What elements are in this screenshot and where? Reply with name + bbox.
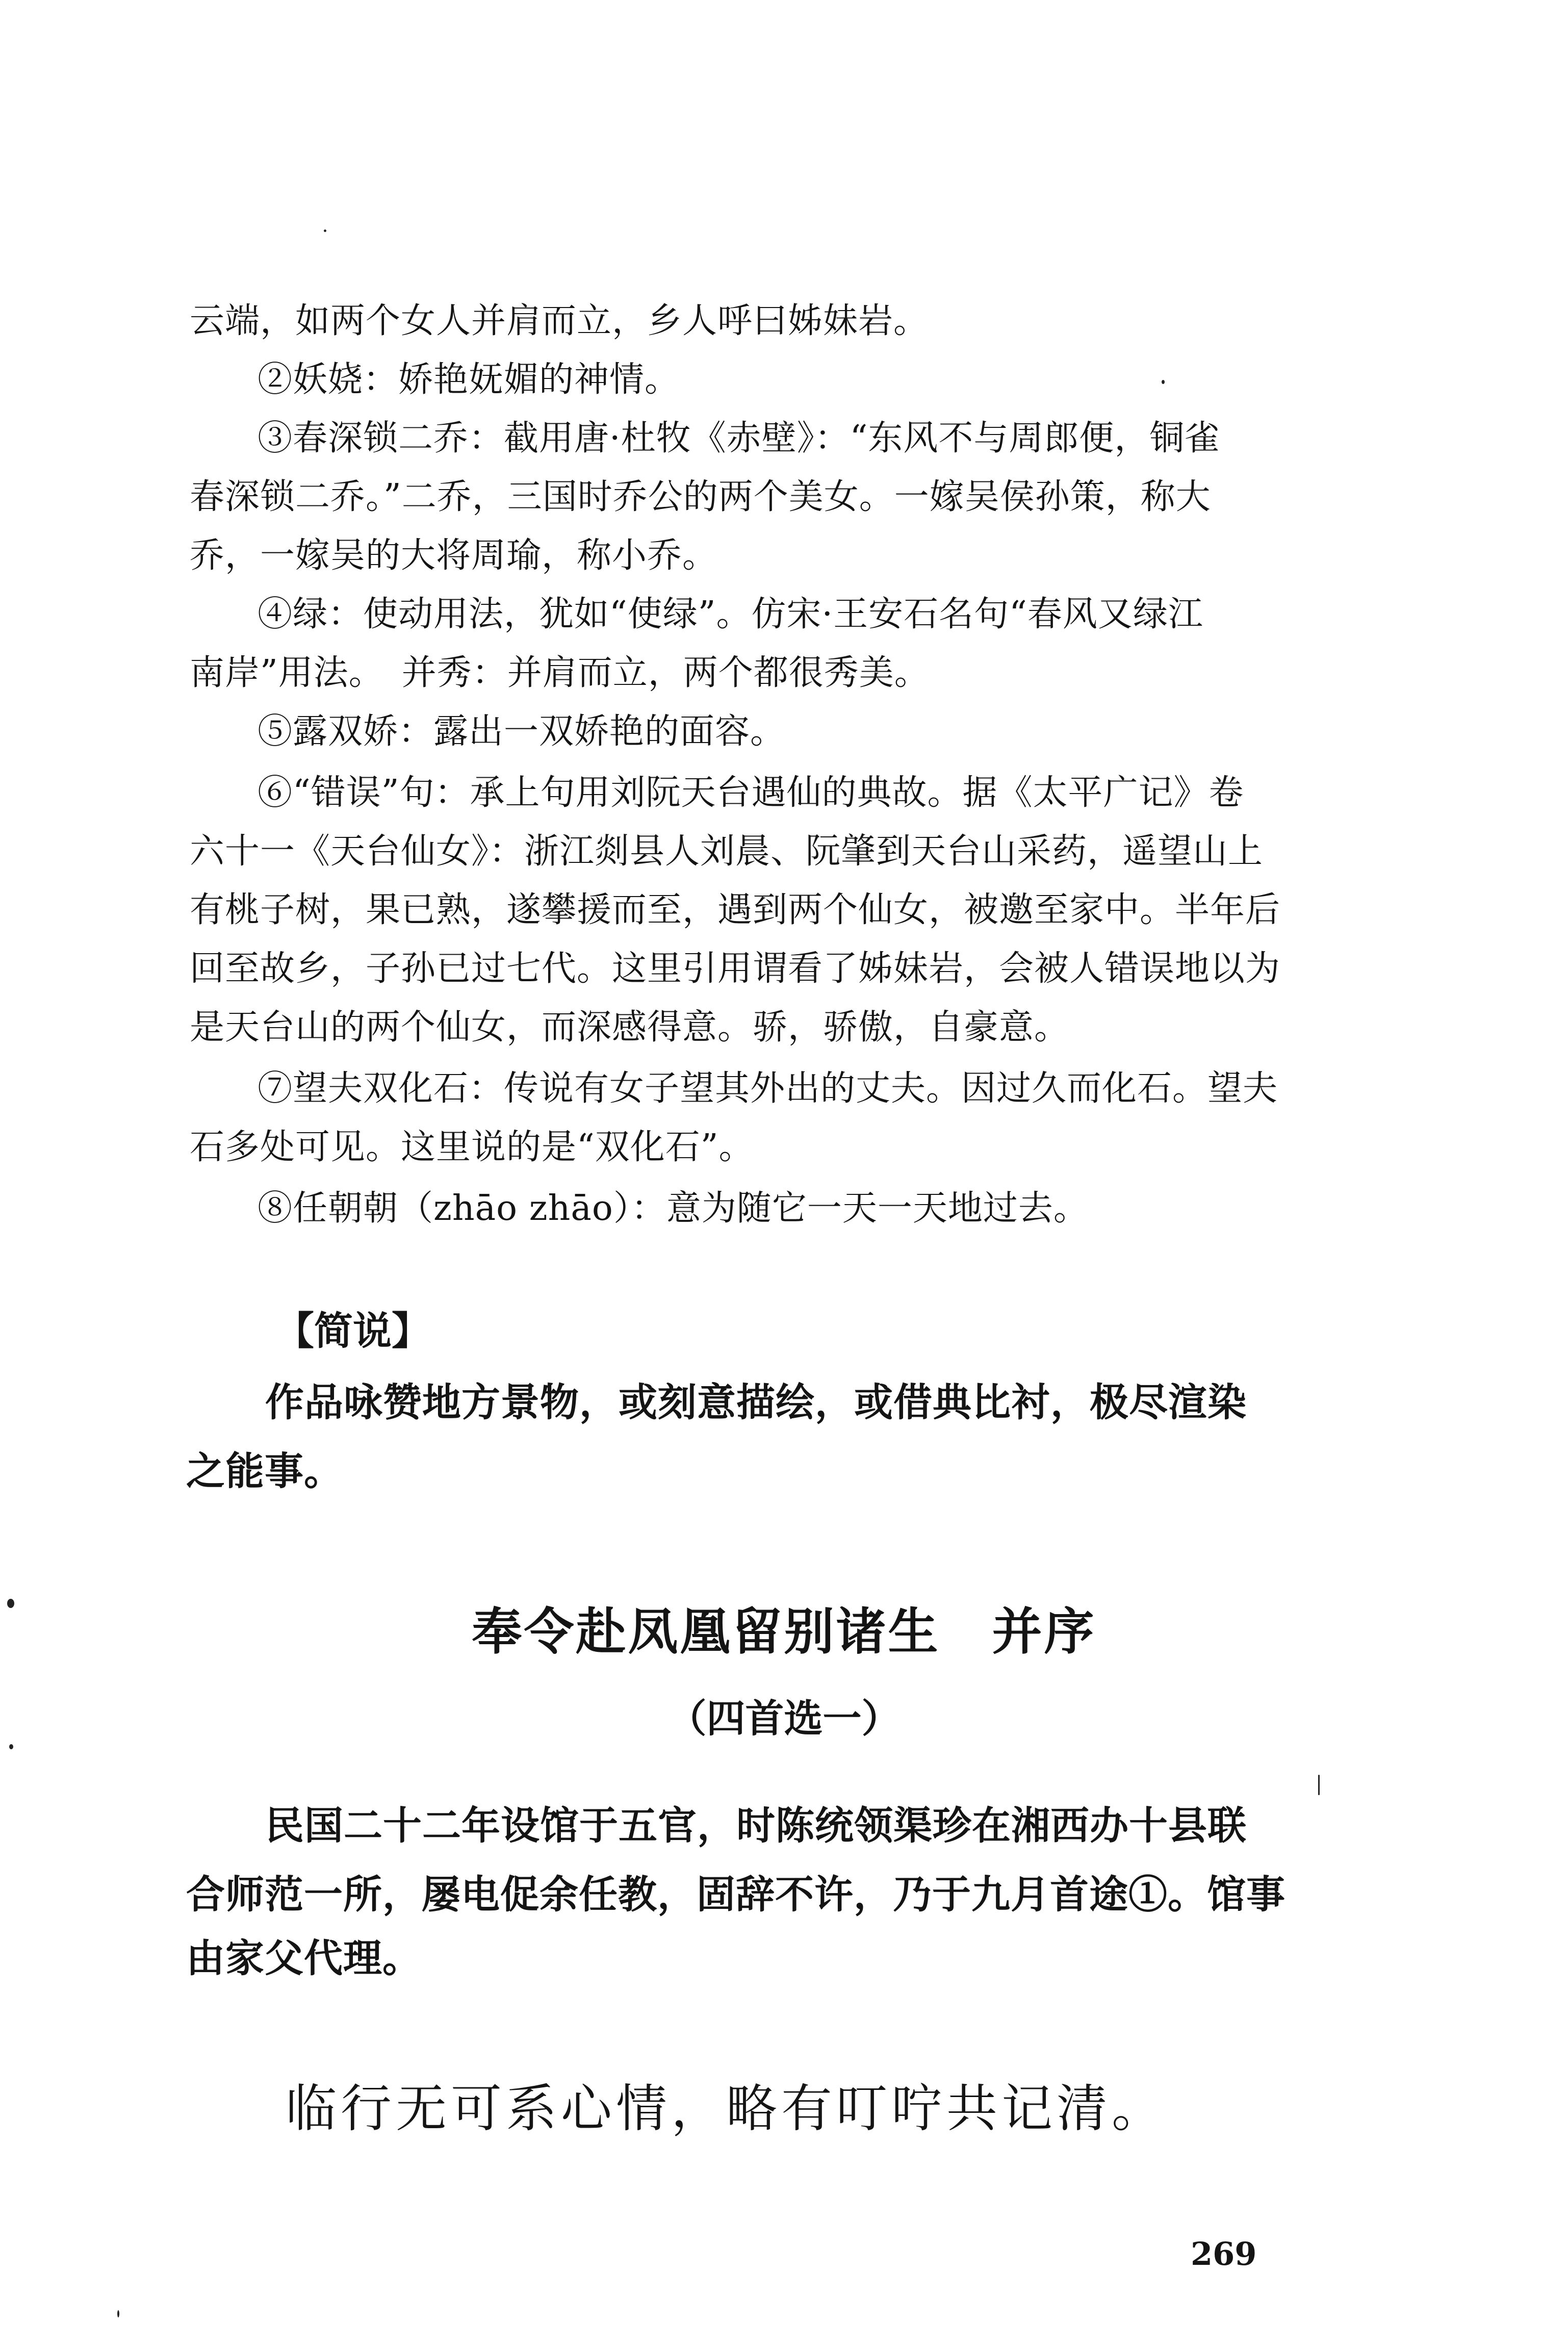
note-line: 六十一《天台仙女》：浙江剡县人刘晨、阮肇到天台山采药，遥望山上: [190, 831, 1264, 872]
note-line: ⑦望夫双化石：传说有女子望其外出的丈夫。因过久而化石。望夫: [258, 1068, 1278, 1109]
scan-speck: [9, 1744, 13, 1749]
note-line: 春深锁二乔。”二乔，三国时乔公的两个美女。一嫁吴侯孙策，称大: [190, 477, 1211, 517]
note-line: 回至故乡，子孙已过七代。这里引用谓看了姊妹岩，会被人错误地以为: [190, 949, 1281, 989]
note-line: 云端，如两个女人并肩而立，乡人呼曰姊妹岩。: [190, 301, 929, 341]
commentary-line: 作品咏赞地方景物，或刻意描绘，或借典比衬，极尽渲染: [265, 1380, 1247, 1425]
note-line: 石多处可见。这里说的是“双化石”。: [190, 1127, 754, 1167]
scan-speck: [7, 1599, 14, 1608]
preface-line: 合师范一所，屡电促余任教，固辞不许，乃于九月首途①。馆事: [186, 1872, 1286, 1917]
note-line: ②妖娆：娇艳妩媚的神情。: [258, 360, 680, 400]
commentary-heading: 【简说】: [275, 1308, 430, 1354]
preface-line: 由家父代理。: [186, 1935, 422, 1981]
note-line: 乔，一嫁吴的大将周瑜，称小乔。: [190, 535, 718, 576]
scan-speck: [1318, 1775, 1320, 1795]
preface-line: 民国二十二年设馆于五官，时陈统领渠珍在湘西办十县联: [265, 1803, 1247, 1848]
note-line: 是天台山的两个仙女，而深感得意。骄，骄傲，自豪意。: [190, 1007, 1070, 1048]
note-line: ⑥“错误”句：承上句用刘阮天台遇仙的典故。据《太平广记》卷: [258, 773, 1244, 813]
note-line: ③春深锁二乔：截用唐·杜牧《赤壁》：“东风不与周郎便，铜雀: [258, 418, 1220, 458]
poem-title: 奉令赴凤凰留别诸生 并序: [472, 1602, 1096, 1661]
scan-speck: [324, 229, 326, 232]
note-line: ⑧任朝朝（zhāo zhāo）：意为随它一天一天地过去。: [258, 1188, 1089, 1229]
page-number: 269: [1191, 2235, 1257, 2273]
note-line: ⑤露双娇：露出一双娇艳的面容。: [258, 711, 786, 752]
note-line: 有桃子树，果已熟，遂攀援而至，遇到两个仙女，被邀至家中。半年后: [190, 890, 1281, 930]
scan-speck: [1162, 380, 1165, 384]
poem-verse-line: 临行无可系心情，略有叮咛共记清。: [286, 2079, 1167, 2138]
note-line: 南岸”用法。 并秀：并肩而立，两个都很秀美。: [190, 653, 930, 693]
scan-speck: [117, 2310, 119, 2317]
commentary-line: 之能事。: [186, 1448, 343, 1494]
poem-subtitle: （四首选一）: [667, 1696, 901, 1741]
note-line: ④绿：使动用法，犹如“使绿”。仿宋·王安石名句“春风又绿江: [258, 594, 1203, 634]
